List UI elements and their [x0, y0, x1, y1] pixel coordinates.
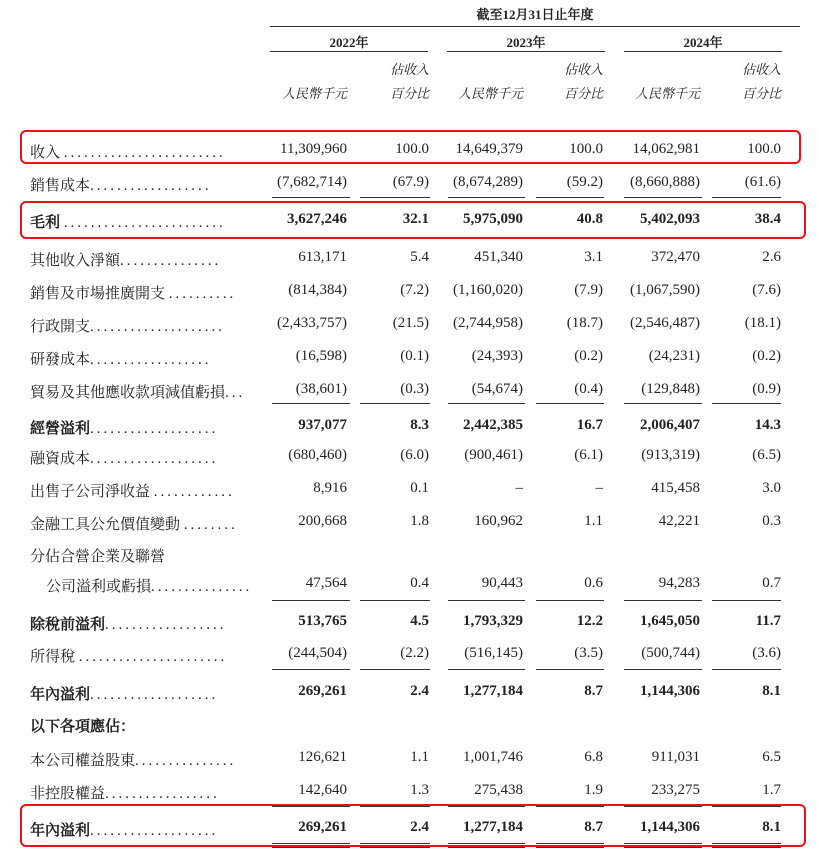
cell-2023-pct: 12.2 — [576, 613, 603, 629]
row-income-tax — [0, 637, 819, 670]
cell-2023-amount: (516,145) — [464, 645, 523, 661]
year-2023: 2023年 — [506, 35, 546, 50]
unit-amount-2022: 人民幣千元 — [281, 86, 347, 101]
cell-2023-amount: 1,277,184 — [463, 819, 523, 835]
row-label: 所得稅 — [30, 649, 76, 665]
row-label: 銷售成本 — [30, 178, 91, 194]
cell-2022-pct: 2.4 — [410, 683, 429, 699]
cell-2023-pct: 3.1 — [584, 249, 603, 265]
cell-2022-pct: 0.1 — [410, 480, 429, 496]
cell-2023-amount: 1,277,184 — [463, 683, 523, 699]
row-leader: .................... — [90, 319, 226, 335]
cell-2024-amount: (24,231) — [648, 348, 700, 364]
cell-2022-pct: (6.0) — [400, 447, 429, 463]
cell-2023-pct: (7.9) — [574, 282, 603, 298]
cell-2024-pct: 8.1 — [762, 819, 781, 835]
cell-2023-pct: 8.7 — [584, 683, 603, 699]
cell-2022-pct: (21.5) — [392, 315, 429, 331]
row-label: 經營溢利 — [30, 421, 91, 437]
cell-2024-pct: 0.3 — [762, 513, 781, 529]
underline-rule — [448, 847, 525, 848]
cell-2024-pct: 0.7 — [762, 575, 781, 591]
row-label: 行政開支 — [30, 319, 91, 335]
row-leader: .................. — [105, 617, 227, 633]
cell-2023-amount: (1,160,020) — [453, 282, 523, 298]
cell-2024-amount: 2,006,407 — [640, 417, 700, 433]
row-share-of-jv-profit — [0, 567, 819, 600]
cell-2024-pct: 38.4 — [754, 211, 781, 227]
cell-2022-amount: 513,765 — [298, 613, 347, 629]
unit-pct-2024-l1: 佔收入 — [741, 62, 781, 77]
cell-2022-amount: 937,077 — [298, 417, 347, 433]
cell-2024-amount: 14,062,981 — [632, 141, 700, 157]
cell-2024-pct: 14.3 — [754, 417, 781, 433]
cell-2024-amount: 911,031 — [651, 749, 700, 765]
cell-2022-amount: (814,384) — [288, 282, 347, 298]
cell-2024-pct: (6.5) — [752, 447, 781, 463]
underline-rule — [624, 600, 702, 601]
cell-2022-pct: 0.4 — [410, 575, 429, 591]
cell-2022-amount: 11,309,960 — [280, 141, 347, 157]
highlight-revenue — [20, 130, 801, 164]
year-rule-2024 — [624, 51, 782, 52]
cell-2023-amount: (900,461) — [464, 447, 523, 463]
cell-2023-amount: (24,393) — [471, 348, 523, 364]
underline-rule — [360, 847, 430, 848]
underline-rule — [536, 847, 604, 848]
cell-2022-amount: (2,433,757) — [277, 315, 347, 331]
cell-2024-pct: (61.6) — [744, 174, 781, 190]
underline-rule — [272, 847, 350, 848]
row-label: 年內溢利 — [30, 687, 91, 703]
cell-2023-pct: 40.8 — [576, 211, 603, 227]
cell-2022-amount: 47,564 — [305, 575, 347, 591]
underline-rule — [360, 403, 430, 404]
underline-rule — [448, 600, 525, 601]
row-admin-expenses — [0, 307, 819, 340]
unit-pct-2022-l1: 佔收入 — [389, 62, 429, 77]
year-2024: 2024年 — [683, 35, 723, 50]
cell-2022-amount: 269,261 — [298, 683, 347, 699]
underline-rule — [448, 669, 525, 670]
row-leader: ................... — [90, 687, 219, 703]
row-profit-for-year — [0, 675, 819, 708]
cell-2024-amount: (2,546,487) — [630, 315, 700, 331]
cell-2023-pct: (0.4) — [574, 381, 603, 397]
cell-2024-pct: 1.7 — [762, 782, 781, 798]
highlight-gross-profit — [20, 201, 806, 239]
row-equity-shareholders — [0, 741, 819, 774]
row-finance-costs — [0, 439, 819, 472]
row-selling-expenses — [0, 274, 819, 307]
cell-2024-amount: (129,848) — [641, 381, 700, 397]
row-attributable-heading — [0, 707, 819, 740]
unit-amount-2024: 人民幣千元 — [634, 86, 700, 101]
underline-rule — [272, 403, 350, 404]
cell-2023-amount: 1,793,329 — [463, 613, 523, 629]
row-leader: ................... — [90, 823, 219, 839]
unit-pct-2024-l2: 百分比 — [741, 86, 781, 101]
cell-2022-pct: (2.2) — [400, 645, 429, 661]
underline-rule — [624, 197, 702, 198]
underline-rule — [360, 669, 430, 670]
row-label: 以下各項應佔： — [30, 719, 136, 735]
row-leader: ...................... — [78, 649, 228, 665]
cell-2022-amount: 126,621 — [298, 749, 347, 765]
cell-2024-amount: 1,144,306 — [640, 683, 700, 699]
period-header: 截至12月31日止年度 — [476, 7, 594, 22]
underline-rule — [536, 669, 604, 670]
underline-rule — [360, 600, 430, 601]
cell-2022-amount: 269,261 — [298, 819, 347, 835]
cell-2024-pct: 2.6 — [762, 249, 781, 265]
cell-2024-amount: (1,067,590) — [630, 282, 700, 298]
row-leader: ................... — [90, 421, 219, 437]
cell-2022-pct: 1.1 — [410, 749, 429, 765]
row-leader: .................. — [90, 178, 212, 194]
cell-2023-amount: (54,674) — [471, 381, 523, 397]
cell-2023-amount: 160,962 — [474, 513, 523, 529]
underline-rule — [536, 600, 604, 601]
cell-2022-pct: (0.3) — [400, 381, 429, 397]
underline-rule — [272, 669, 350, 670]
row-label: 年內溢利 — [30, 823, 91, 839]
underline-rule — [712, 403, 781, 404]
cell-2023-amount: (2,744,958) — [453, 315, 523, 331]
row-leader: ................. — [105, 786, 220, 802]
cell-2022-pct: 4.5 — [410, 613, 429, 629]
row-label: 銷售及市場推廣開支 — [30, 286, 166, 302]
row-rd-costs — [0, 340, 819, 373]
cell-2022-amount: (244,504) — [288, 645, 347, 661]
cell-2024-pct: 11.7 — [755, 613, 781, 629]
unit-pct-2023-l1: 佔收入 — [563, 62, 603, 77]
row-leader: ... — [225, 385, 246, 401]
row-cost-of-sales — [0, 166, 819, 199]
row-leader: ............... — [135, 753, 237, 769]
cell-2023-pct: (59.2) — [566, 174, 603, 190]
cell-2024-pct: (18.1) — [744, 315, 781, 331]
cell-2022-amount: 613,171 — [298, 249, 347, 265]
cell-2023-pct: 8.7 — [584, 819, 603, 835]
cell-2024-amount: 1,645,050 — [640, 613, 700, 629]
cell-2022-pct: 1.8 — [410, 513, 429, 529]
cell-2023-pct: – — [595, 480, 603, 496]
unit-pct-2022-l2: 百分比 — [389, 86, 429, 101]
cell-2023-pct: 0.6 — [584, 575, 603, 591]
cell-2022-amount: 142,640 — [298, 782, 347, 798]
cell-2023-amount: 5,975,090 — [463, 211, 523, 227]
row-impairment-loss — [0, 373, 819, 406]
cell-2024-pct: (0.9) — [752, 381, 781, 397]
cell-2022-pct: 32.1 — [402, 211, 429, 227]
cell-2022-pct: 2.4 — [410, 819, 429, 835]
cell-2024-amount: 415,458 — [651, 480, 700, 496]
cell-2024-amount: (500,744) — [641, 645, 700, 661]
cell-2022-pct: (7.2) — [400, 282, 429, 298]
row-label: 收入 — [30, 145, 61, 161]
cell-2022-pct: (0.1) — [400, 348, 429, 364]
row-disposal-gain — [0, 472, 819, 505]
row-leader: ........ — [183, 517, 238, 533]
cell-2022-amount: (16,598) — [295, 348, 347, 364]
cell-2024-amount: 233,275 — [651, 782, 700, 798]
cell-2024-pct: 100.0 — [747, 141, 781, 157]
underline-rule — [272, 197, 350, 198]
underline-rule — [272, 600, 350, 601]
cell-2022-amount: (680,460) — [288, 447, 347, 463]
cell-2024-amount: 5,402,093 — [640, 211, 700, 227]
cell-2023-amount: 90,443 — [481, 575, 523, 591]
row-operating-profit — [0, 409, 819, 442]
underline-rule — [360, 197, 430, 198]
cell-2023-amount: (8,674,289) — [453, 174, 523, 190]
cell-2023-pct: (6.1) — [574, 447, 603, 463]
cell-2024-pct: 3.0 — [762, 480, 781, 496]
cell-2022-amount: 200,668 — [298, 513, 347, 529]
row-profit-before-tax — [0, 605, 819, 638]
cell-2024-pct: (0.2) — [752, 348, 781, 364]
cell-2024-amount: (913,319) — [641, 447, 700, 463]
cell-2022-pct: 100.0 — [395, 141, 429, 157]
row-label: 毛利 — [30, 215, 61, 231]
row-label: 出售子公司淨收益 — [30, 484, 151, 500]
row-label: 分佔合營企業及聯營 — [30, 549, 166, 565]
header-rule — [270, 26, 800, 27]
highlight-profit-for-year — [20, 804, 806, 847]
cell-2022-amount: 3,627,246 — [287, 211, 347, 227]
cell-2022-pct: 5.4 — [410, 249, 429, 265]
cell-2024-pct: 8.1 — [762, 683, 781, 699]
row-label: 融資成本 — [30, 451, 91, 467]
row-leader: ................... — [90, 451, 219, 467]
cell-2022-pct: (67.9) — [392, 174, 429, 190]
row-label: 公司溢利或虧損 — [46, 579, 152, 595]
row-non-controlling-interests — [0, 774, 819, 807]
row-leader: ........................ — [63, 145, 226, 161]
cell-2023-amount: 14,649,379 — [455, 141, 523, 157]
row-leader: .......... — [168, 286, 237, 302]
row-label: 金融工具公允價值變動 — [30, 517, 181, 533]
row-label: 本公司權益股東 — [30, 753, 136, 769]
cell-2022-pct: 8.3 — [410, 417, 429, 433]
cell-2023-pct: 1.1 — [584, 513, 603, 529]
row-label: 其他收入淨額 — [30, 253, 121, 269]
cell-2023-amount: 275,438 — [474, 782, 523, 798]
cell-2024-pct: 6.5 — [762, 749, 781, 765]
cell-2023-pct: (18.7) — [566, 315, 603, 331]
cell-2022-pct: 1.3 — [410, 782, 429, 798]
row-other-income — [0, 241, 819, 274]
underline-rule — [624, 403, 702, 404]
cell-2024-pct: (3.6) — [752, 645, 781, 661]
underline-rule — [712, 197, 781, 198]
year-2022: 2022年 — [329, 35, 369, 50]
unit-amount-2023: 人民幣千元 — [457, 86, 523, 101]
cell-2022-amount: (7,682,714) — [277, 174, 347, 190]
unit-pct-2023-l2: 百分比 — [563, 86, 603, 101]
underline-rule — [624, 669, 702, 670]
underline-rule — [448, 197, 525, 198]
cell-2024-amount: (8,660,888) — [630, 174, 700, 190]
cell-2023-pct: 1.9 — [584, 782, 603, 798]
row-leader: ............... — [120, 253, 222, 269]
cell-2023-amount: 2,442,385 — [463, 417, 523, 433]
row-share-of-jv-heading — [0, 537, 819, 570]
year-rule-2023 — [447, 51, 605, 52]
row-fair-value-change — [0, 505, 819, 538]
cell-2023-pct: 100.0 — [569, 141, 603, 157]
underline-rule — [448, 403, 525, 404]
underline-rule — [712, 600, 781, 601]
cell-2023-amount: – — [515, 480, 523, 496]
row-leader: ........................ — [63, 215, 226, 231]
row-label: 貿易及其他應收款項減值虧損 — [30, 385, 226, 401]
cell-2023-amount: 1,001,746 — [463, 749, 523, 765]
cell-2023-pct: (0.2) — [574, 348, 603, 364]
cell-2024-amount: 1,144,306 — [640, 819, 700, 835]
cell-2023-pct: (3.5) — [574, 645, 603, 661]
cell-2024-amount: 42,221 — [658, 513, 700, 529]
year-rule-2022 — [270, 51, 428, 52]
row-label: 研發成本 — [30, 352, 91, 368]
row-leader: .................. — [90, 352, 212, 368]
cell-2024-amount: 94,283 — [658, 575, 700, 591]
row-label: 除稅前溢利 — [30, 617, 106, 633]
underline-rule — [624, 847, 702, 848]
cell-2023-amount: 451,340 — [474, 249, 523, 265]
cell-2023-pct: 6.8 — [584, 749, 603, 765]
cell-2022-amount: (38,601) — [295, 381, 347, 397]
underline-rule — [536, 403, 604, 404]
cell-2023-pct: 16.7 — [576, 417, 603, 433]
row-leader: ............... — [151, 579, 253, 595]
cell-2024-pct: (7.6) — [752, 282, 781, 298]
cell-2022-amount: 8,916 — [313, 480, 347, 496]
cell-2024-amount: 372,470 — [651, 249, 700, 265]
row-label: 非控股權益 — [30, 786, 106, 802]
underline-rule — [536, 197, 604, 198]
underline-rule — [712, 847, 781, 848]
underline-rule — [712, 669, 781, 670]
row-leader: ............ — [153, 484, 235, 500]
